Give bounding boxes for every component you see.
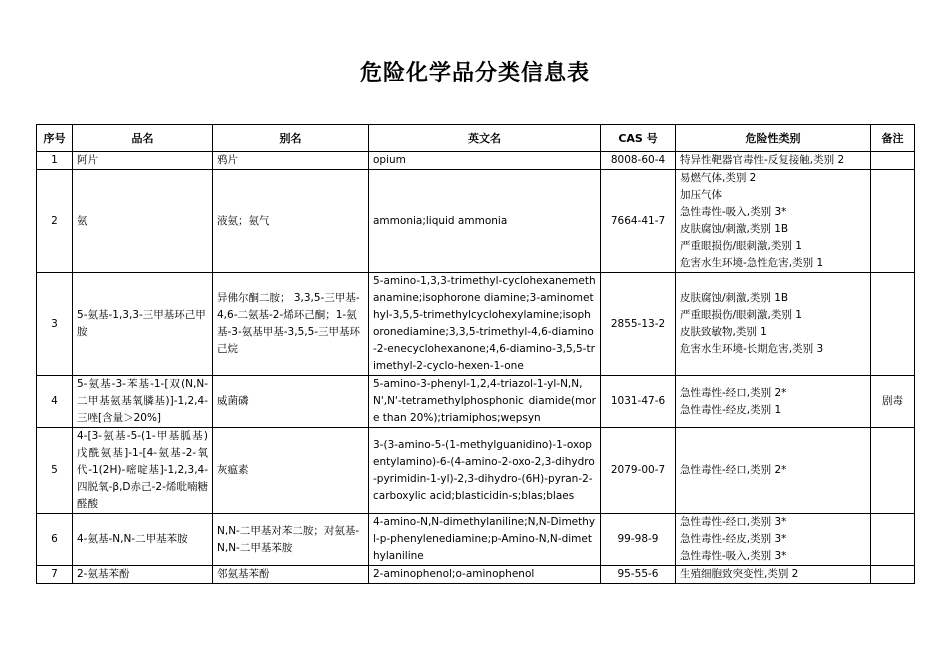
hazard-line: 急性毒性-经皮,类别 1 — [680, 403, 782, 416]
hazard-line: 急性毒性-经皮,类别 3* — [680, 533, 787, 545]
header-no: 序号 — [37, 125, 73, 152]
hazard-line: 急性毒性-吸入,类别 3* — [680, 550, 787, 562]
cell-alias: 邻氨基苯酚 — [213, 566, 369, 584]
cell-alias: 鸦片 — [213, 152, 369, 170]
cell-alias: N,N-二甲基对苯二胺；对氨基-N,N-二甲基苯胺 — [213, 514, 369, 566]
table-row — [37, 376, 915, 428]
cell-hazard — [676, 376, 871, 428]
cell-note: 剧毒 — [871, 376, 915, 428]
hazard-line: 生殖细胞致突变性,类别 2 — [680, 568, 799, 580]
cell-no: 7 — [37, 566, 73, 584]
cell-name: 5-氨基-3-苯基-1-[双(N,N-二甲基氨基氧膦基)]-1,2,4-三唑[含量＞20%] — [73, 376, 213, 428]
hazard-line: 严重眼损伤/眼刺激,类别 1 — [680, 309, 802, 321]
cell-no: 3 — [37, 273, 73, 376]
hazard-line: 危害水生环境-长期危害,类别 3 — [680, 343, 824, 355]
table-header-row — [37, 125, 915, 152]
table-row — [37, 170, 915, 273]
hazard-line: 严重眼损伤/眼刺激,类别 1 — [680, 240, 802, 252]
cell-hazard — [676, 273, 871, 376]
cell-name: 4-[3-氨基-5-(1-甲基胍基)戊酰氨基]-1-[4-氨基-2-氧代-1(2H)-嘧啶基]-1,2,3,4-四脱氧-β,D赤己-2-烯吡喃糖醛酸 — [73, 428, 213, 514]
table-row — [37, 428, 915, 514]
cell-no: 6 — [37, 514, 73, 566]
page-title: 危险化学品分类信息表 — [359, 61, 590, 86]
hazard-line: 易燃气体,类别 2 — [680, 172, 757, 184]
cell-english: opium — [369, 152, 601, 170]
cell-cas: 1031-47-6 — [601, 376, 676, 428]
hazard-line: 皮肤致敏物,类别 1 — [680, 326, 767, 338]
cell-name: 2-氨基苯酚 — [73, 566, 213, 584]
cell-hazard — [676, 152, 871, 170]
hazard-line: 急性毒性-经口,类别 3* — [680, 516, 787, 528]
cell-alias: 灰瘟素 — [213, 428, 369, 514]
cell-name: 氨 — [73, 170, 213, 273]
hazard-line: 加压气体 — [680, 189, 722, 201]
cell-english: 4-amino-N,N-dimethylaniline;N,N-Dimethyl-p-phenylenediamine;p-Amino-N,N-dimethylaniline — [369, 514, 601, 566]
cell-cas: 2079-00-7 — [601, 428, 676, 514]
table-row — [37, 152, 915, 170]
cell-name: 阿片 — [73, 152, 213, 170]
header-name: 品名 — [73, 125, 213, 152]
hazard-classification-table — [36, 124, 915, 584]
cell-hazard — [676, 428, 871, 514]
cell-name: 4-氨基-N,N-二甲基苯胺 — [73, 514, 213, 566]
header-note: 备注 — [871, 125, 915, 152]
cell-hazard — [676, 170, 871, 273]
cell-alias: 异佛尔酮二胺； 3,3,5-三甲基-4,6-二氨基-2-烯环己酮；1-氨基-3-氨基甲基-3,5,5-三甲基环己烷 — [213, 273, 369, 376]
cell-no: 4 — [37, 376, 73, 428]
hazard-line: 皮肤腐蚀/刺激,类别 1B — [680, 223, 789, 235]
cell-english: 3-(3-amino-5-(1-methylguanidino)-1-oxopentylamino)-6-(4-amino-2-oxo-2,3-dihydro-pyrimidin-1-yl)-2,3-dihydro-(6H)-pyran-2-carboxylic acid;blasticidin-s;blas;blaes — [369, 428, 601, 514]
table-row — [37, 566, 915, 584]
hazard-line: 急性毒性-经口,类别 2* — [680, 464, 787, 476]
header-hazard: 危险性类别 — [676, 125, 871, 152]
cell-note — [871, 566, 915, 584]
cell-alias: 液氨；氨气 — [213, 170, 369, 273]
table-row — [37, 514, 915, 566]
cell-hazard — [676, 514, 871, 566]
cell-cas: 8008-60-4 — [601, 152, 676, 170]
header-cas: CAS 号 — [601, 125, 676, 152]
header-alias: 别名 — [213, 125, 369, 152]
hazard-line: 急性毒性-吸入,类别 3* — [680, 206, 787, 218]
cell-alias: 威菌磷 — [213, 376, 369, 428]
cell-hazard — [676, 566, 871, 584]
cell-no: 1 — [37, 152, 73, 170]
cell-note — [871, 428, 915, 514]
hazard-line: 皮肤腐蚀/刺激,类别 1B — [680, 292, 789, 304]
cell-cas: 95-55-6 — [601, 566, 676, 584]
cell-no: 5 — [37, 428, 73, 514]
cell-name: 5-氨基-1,3,3-三甲基环己甲胺 — [73, 273, 213, 376]
cell-english: 5-amino-3-phenyl-1,2,4-triazol-1-yl-N,N,N',N'-tetramethylphosphonic diamide(more than 20%);triamiphos;wepsyn — [369, 376, 601, 428]
cell-cas: 99-98-9 — [601, 514, 676, 566]
hazard-line: 危害水生环境-急性危害,类别 1 — [680, 257, 824, 269]
table-row — [37, 273, 915, 376]
hazard-line: 特异性靶器官毒性-反复接触,类别 2 — [680, 154, 845, 166]
cell-note — [871, 170, 915, 273]
cell-english: 2-aminophenol;o-aminophenol — [369, 566, 601, 584]
hazard-line: 急性毒性-经口,类别 2* — [680, 386, 787, 399]
cell-cas: 2855-13-2 — [601, 273, 676, 376]
cell-note — [871, 152, 915, 170]
cell-note — [871, 273, 915, 376]
header-english: 英文名 — [369, 125, 601, 152]
cell-cas: 7664-41-7 — [601, 170, 676, 273]
cell-english: ammonia;liquid ammonia — [369, 170, 601, 273]
cell-no: 2 — [37, 170, 73, 273]
cell-english: 5-amino-1,3,3-trimethyl-cyclohexanemethanamine;isophorone diamine;3-aminomethyl-3,5,5-trimethylcyclohexylamine;isophoronediamine;3,3,5-trimethyl-4,6-diamino-2-enecyclohexanone;4,6-diamino-3,5,5-trimethyl-2-cyclo-hexen-1-one — [369, 273, 601, 376]
cell-note — [871, 514, 915, 566]
